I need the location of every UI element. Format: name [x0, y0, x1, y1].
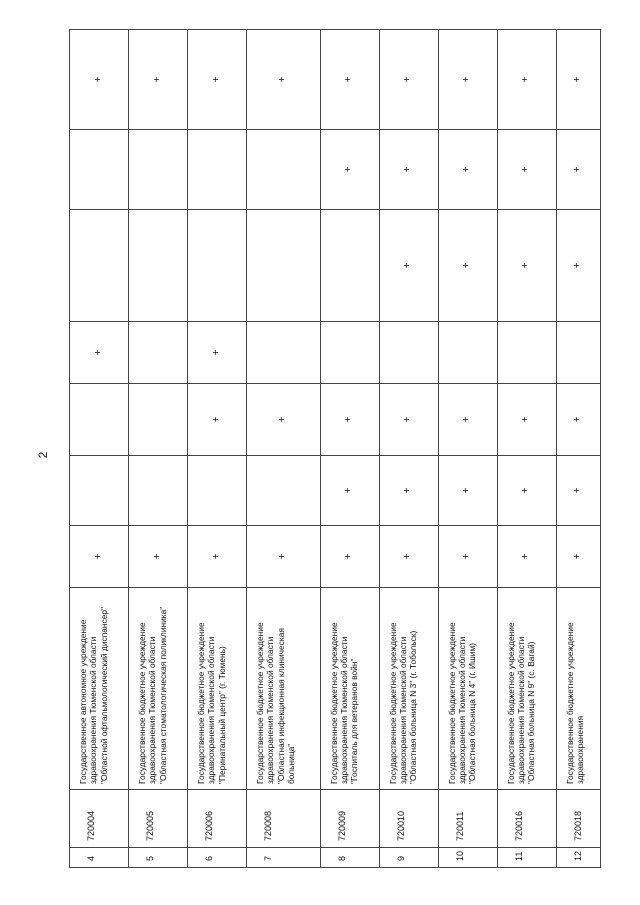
institution-code-cell: 720016 — [497, 790, 556, 848]
mark-cell: + — [438, 526, 497, 588]
mark-cell: + — [188, 526, 247, 588]
row-number-cell: 4 — [70, 848, 129, 868]
institution-name-cell: Государственное бюджетное учреждение здравоохранения Тюменской области "Областная стоматологическая поликлиника" — [129, 588, 188, 790]
table-row — [70, 30, 129, 868]
institution-name-cell: Государственное бюджетное учреждение здравоохранения Тюменской области "Перинатальный центр" (г. Тюмень) — [188, 588, 247, 790]
institution-name-cell: Государственное бюджетное учреждение здравоохранения Тюменской области "Областная больница N 3" (г. Тобольск) — [379, 588, 438, 790]
document-page — [69, 30, 601, 868]
mark-cell: + — [247, 30, 321, 130]
row-number-cell: 11 — [497, 848, 556, 868]
mark-cell — [247, 456, 321, 526]
mark-cell: + — [379, 526, 438, 588]
institutions-table — [69, 29, 601, 868]
mark-cell — [379, 322, 438, 384]
table-row — [379, 30, 438, 868]
mark-cell: + — [247, 384, 321, 456]
institution-name-cell: Государственное бюджетное учреждение здравоохранения Тюменской области "Областная больница N 9" (с. Вагай) — [497, 588, 556, 790]
mark-cell: + — [438, 456, 497, 526]
row-number-cell: 6 — [188, 848, 247, 868]
mark-cell — [320, 322, 379, 384]
mark-cell: + — [188, 322, 247, 384]
mark-cell: + — [438, 210, 497, 322]
row-number-cell: 10 — [438, 848, 497, 868]
mark-cell: + — [188, 30, 247, 130]
mark-cell — [70, 210, 129, 322]
row-number-cell: 7 — [247, 848, 321, 868]
mark-cell: + — [188, 384, 247, 456]
mark-cell — [247, 130, 321, 210]
mark-cell: + — [556, 526, 600, 588]
institution-code-cell: 720010 — [379, 790, 438, 848]
mark-cell: + — [497, 130, 556, 210]
mark-cell: + — [556, 130, 600, 210]
mark-cell — [70, 456, 129, 526]
mark-cell — [129, 384, 188, 456]
institution-name-cell: Государственное бюджетное учреждение здравоохранения Тюменской области "Госпиталь для ветеранов войн" — [320, 588, 379, 790]
institution-code-cell: 720006 — [188, 790, 247, 848]
row-number-cell: 9 — [379, 848, 438, 868]
mark-cell: + — [247, 526, 321, 588]
mark-cell: + — [379, 210, 438, 322]
mark-cell — [129, 210, 188, 322]
mark-cell: + — [320, 456, 379, 526]
institution-code-cell: 720018 — [556, 790, 600, 848]
mark-cell — [188, 210, 247, 322]
mark-cell — [129, 130, 188, 210]
institution-code-cell: 720009 — [320, 790, 379, 848]
mark-cell — [247, 322, 321, 384]
mark-cell: + — [129, 30, 188, 130]
institution-code-cell: 720008 — [247, 790, 321, 848]
mark-cell: + — [320, 30, 379, 130]
mark-cell: + — [497, 30, 556, 130]
mark-cell: + — [438, 384, 497, 456]
institution-name-cell: Государственное автономное учреждение здравоохранения Тюменской области "Областной офтальмологический диспансер" — [70, 588, 129, 790]
institution-name-cell: Государственное бюджетное учреждение здравоохранения Тюменской области "Областная больница N 4" (г. Ишим) — [438, 588, 497, 790]
mark-cell: + — [379, 456, 438, 526]
mark-cell — [70, 384, 129, 456]
row-number-cell: 12 — [556, 848, 600, 868]
mark-cell: + — [70, 30, 129, 130]
mark-cell: + — [497, 456, 556, 526]
institution-code-cell: 720005 — [129, 790, 188, 848]
table-row — [129, 30, 188, 868]
table-row — [497, 30, 556, 868]
mark-cell — [497, 322, 556, 384]
table-row — [320, 30, 379, 868]
institution-code-cell: 720004 — [70, 790, 129, 848]
mark-cell — [320, 210, 379, 322]
mark-cell: + — [379, 130, 438, 210]
mark-cell — [70, 130, 129, 210]
mark-cell — [556, 322, 600, 384]
row-number-cell: 8 — [320, 848, 379, 868]
table-row — [188, 30, 247, 868]
mark-cell — [188, 456, 247, 526]
mark-cell: + — [438, 30, 497, 130]
mark-cell: + — [379, 30, 438, 130]
mark-cell — [247, 210, 321, 322]
table-row — [438, 30, 497, 868]
institution-name-cell: Государственное бюджетное учреждение здравоохранения — [556, 588, 600, 790]
mark-cell — [188, 130, 247, 210]
table-row — [247, 30, 321, 868]
mark-cell: + — [556, 456, 600, 526]
mark-cell: + — [497, 210, 556, 322]
institution-name-cell: Государственное бюджетное учреждение здравоохранения Тюменской области "Областная инфекционная клиническая больница" — [247, 588, 321, 790]
row-number-cell: 5 — [129, 848, 188, 868]
mark-cell: + — [438, 130, 497, 210]
mark-cell: + — [320, 130, 379, 210]
mark-cell: + — [70, 526, 129, 588]
mark-cell — [129, 456, 188, 526]
institution-code-cell: 720011 — [438, 790, 497, 848]
mark-cell: + — [320, 384, 379, 456]
mark-cell: + — [497, 384, 556, 456]
page-number: 2 — [36, 451, 50, 459]
mark-cell: + — [129, 526, 188, 588]
mark-cell: + — [70, 322, 129, 384]
table-row — [556, 30, 600, 868]
mark-cell: + — [556, 30, 600, 130]
mark-cell: + — [556, 210, 600, 322]
mark-cell — [438, 322, 497, 384]
mark-cell: + — [379, 384, 438, 456]
mark-cell: + — [497, 526, 556, 588]
mark-cell: + — [556, 384, 600, 456]
mark-cell — [129, 322, 188, 384]
mark-cell: + — [320, 526, 379, 588]
